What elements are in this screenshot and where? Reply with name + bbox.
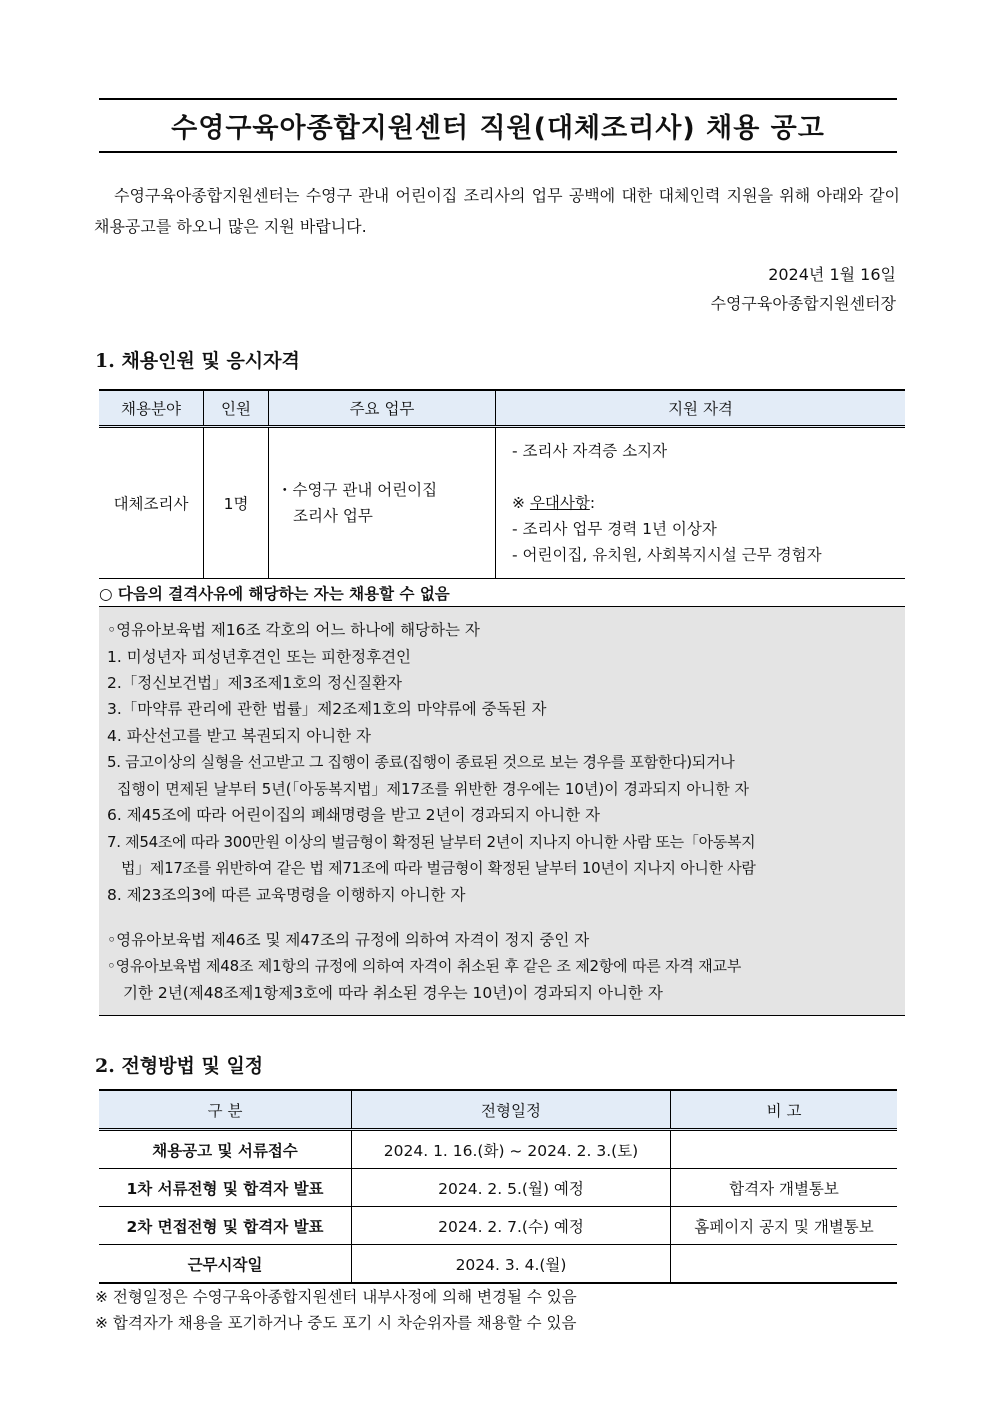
- table-row: [99, 1169, 897, 1207]
- date-cell: 2024. 3. 4.(월): [352, 1245, 671, 1284]
- footnote-1: ※ 전형일정은 수영구육아종합지원센터 내부사정에 의해 변경될 수 있음: [95, 1288, 577, 1306]
- date-cell: 2024. 1. 16.(화) ~ 2024. 2. 3.(토): [352, 1130, 671, 1169]
- disq-line: 5. 금고이상의 실형을 선고받고 그 집행이 종료(집행이 종료된 것으로 보는 경우를 포함한다)되거나: [107, 753, 735, 771]
- disq-line: 2.「정신보건법」제3조제1호의 정신질환자: [107, 674, 403, 692]
- schedule-table: [99, 1089, 897, 1284]
- table-row: [99, 1245, 897, 1284]
- disqualification-heading: [99, 578, 905, 606]
- header-field: 채용분야: [99, 390, 204, 427]
- section1-heading: 1. 채용인원 및 응시자격: [95, 350, 300, 372]
- disq-line: 집행이 면제된 날부터 5년(「아동복지법」제17조를 위반한 경우에는 10년)이 경과되지 아니한 자: [117, 780, 749, 798]
- preference-colon: :: [589, 494, 596, 512]
- disq-line: ◦영유아보육법 제48조 제1항의 규정에 의하여 자격이 취소된 후 같은 조 제2항에 따른 자격 재교부: [107, 957, 742, 975]
- preference-label: 우대사항: [529, 494, 590, 512]
- duty-line-2: 조리사 업무: [293, 507, 373, 525]
- header-qualification: 지원 자격: [496, 390, 906, 427]
- cell-count: 1명: [204, 427, 269, 579]
- title-bottom-rule: [99, 151, 897, 153]
- header-stage: 구 분: [99, 1090, 352, 1130]
- disq-line: 7. 제54조에 따라 300만원 이상의 벌금형이 확정된 날부터 2년이 지나지 아니한 사람 또는「아동복지: [107, 833, 756, 851]
- stage-cell: 1차 서류전형 및 합격자 발표: [99, 1169, 352, 1207]
- notice-date: 2024년 1월 16일: [768, 265, 896, 284]
- remark-cell: [671, 1130, 898, 1169]
- cell-duty: [269, 427, 496, 579]
- remark-cell: 홈페이지 공지 및 개별통보: [671, 1207, 898, 1245]
- intro-text: 수영구육아종합지원센터는 수영구 관내 어린이집 조리사의 업무 공백에 대한 대체인력 지원을 위해 아래와 같이 채용공고를 하오니 많은 지원 바랍니다.: [94, 186, 900, 236]
- disqualification-box: [99, 606, 905, 1016]
- remark-cell: 합격자 개별통보: [671, 1169, 898, 1207]
- cell-qualification: [496, 427, 906, 579]
- remark-cell: [671, 1245, 898, 1284]
- qualification-1: - 조리사 자격증 소지자: [512, 442, 668, 460]
- date-cell: 2024. 2. 7.(수) 예정: [352, 1207, 671, 1245]
- disq-line: 법」제17조를 위반하여 같은 법 제71조에 따라 벌금형이 확정된 날부터 10년이 지나지 아니한 사람: [121, 859, 756, 877]
- disq-line: 4. 파산선고를 받고 복권되지 아니한 자: [107, 727, 372, 745]
- duty-line-1: ・수영구 관내 어린이집: [277, 481, 438, 499]
- preference-1: - 조리사 업무 경력 1년 이상자: [512, 520, 717, 538]
- disq-line: ◦영유아보육법 제16조 각호의 어느 하나에 해당하는 자: [107, 621, 480, 639]
- header-schedule: 전형일정: [352, 1090, 671, 1130]
- footnote-2: ※ 합격자가 채용을 포기하거나 중도 포기 시 차순위자를 채용할 수 있음: [95, 1314, 577, 1332]
- disq-line: 8. 제23조의3에 따른 교육명령을 이행하지 아니한 자: [107, 886, 466, 904]
- issuer: 수영구육아종합지원센터장: [710, 294, 896, 313]
- stage-cell: 근무시작일: [99, 1245, 352, 1284]
- stage-cell: 채용공고 및 서류접수: [99, 1130, 352, 1169]
- page-title: 수영구육아종합지원센터 직원(대체조리사) 채용 공고: [171, 113, 825, 144]
- disq-line: 기한 2년(제48조제1항제3호에 따라 취소된 경우는 10년)이 경과되지 아니한 자: [123, 984, 663, 1002]
- reference-mark: ※: [512, 494, 525, 512]
- intro-paragraph: [94, 180, 900, 242]
- preference-label-line: [512, 490, 905, 516]
- table-row: [99, 1207, 897, 1245]
- disq-line: ◦영유아보육법 제46조 및 제47조의 규정에 의하여 자격이 정지 중인 자: [107, 931, 590, 949]
- cell-field: 대체조리사: [99, 427, 204, 579]
- disq-line: 1. 미성년자 피성년후견인 또는 피한정후견인: [107, 648, 412, 666]
- header-count: 인원: [204, 390, 269, 427]
- disq-line: 3.「마약류 관리에 관한 법률」제2조제1호의 마약류에 중독된 자: [107, 700, 547, 718]
- header-remark: 비 고: [671, 1090, 898, 1130]
- stage-cell: 2차 면접전형 및 합격자 발표: [99, 1207, 352, 1245]
- header-duty: 주요 업무: [269, 390, 496, 427]
- recruitment-table: [99, 389, 905, 579]
- section2-heading: 2. 전형방법 및 일정: [95, 1055, 264, 1077]
- title-top-rule: [99, 98, 897, 100]
- disq-line: 6. 제45조에 따라 어린이집의 폐쇄명령을 받고 2년이 경과되지 아니한 자: [107, 806, 600, 824]
- preference-2: - 어린이집, 유치원, 사회복지시설 근무 경험자: [512, 546, 822, 564]
- table-row: [99, 1130, 897, 1169]
- date-cell: 2024. 2. 5.(월) 예정: [352, 1169, 671, 1207]
- disqualification-heading-text: ○ 다음의 결격사유에 해당하는 자는 채용할 수 없음: [99, 585, 450, 603]
